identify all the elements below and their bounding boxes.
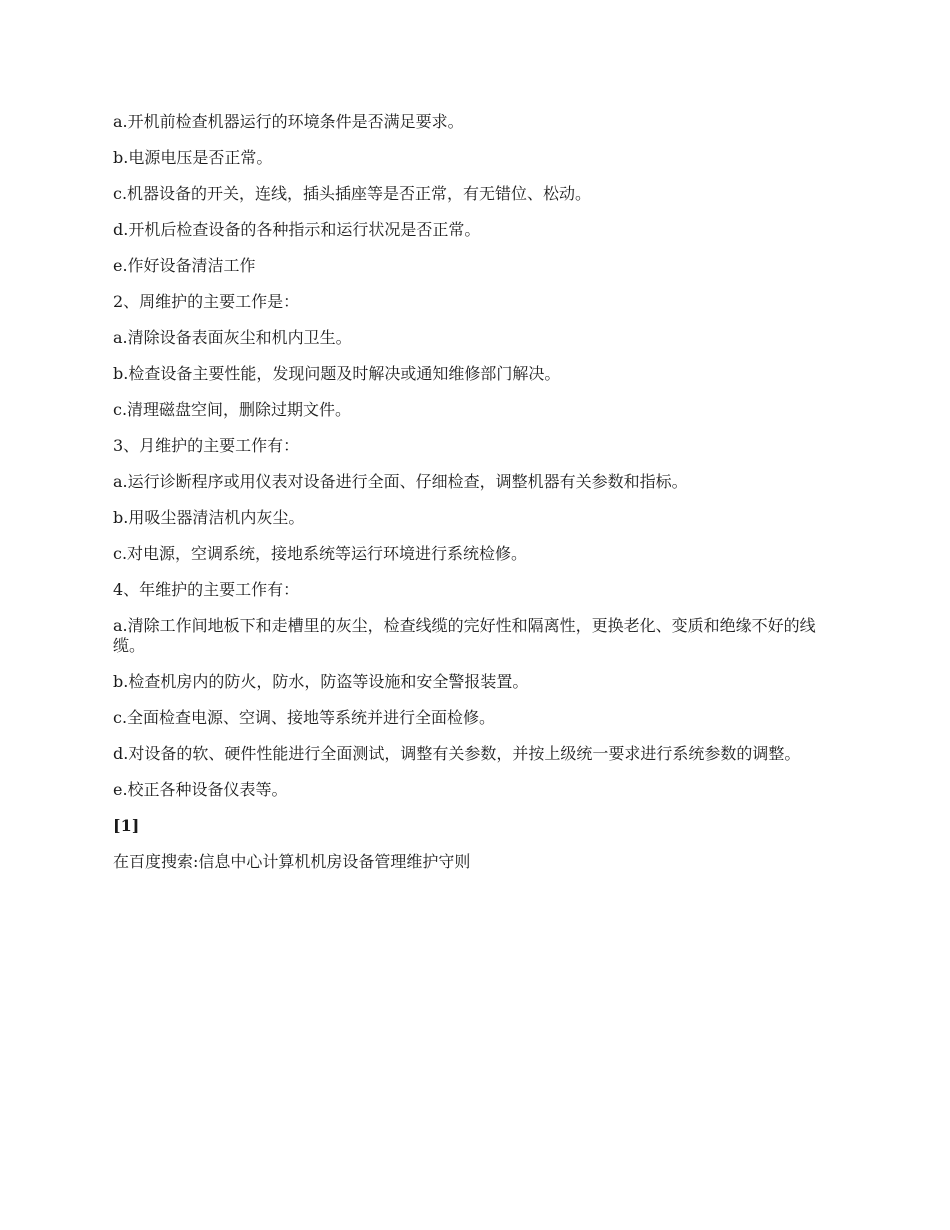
paragraph-yearly-e: e.校正各种设备仪表等。: [113, 780, 288, 799]
paragraph-daily-c: c.机器设备的开关，连线，插头插座等是否正常，有无错位、松动。: [113, 184, 592, 203]
paragraph-yearly-b: b.检查机房内的防火，防水，防盗等设施和安全警报装置。: [113, 672, 529, 691]
paragraph-yearly-d: d.对设备的软、硬件性能进行全面测试，调整有关参数，并按上级统一要求进行系统参数的调整。: [113, 744, 801, 763]
document-body: [113, 112, 838, 888]
paragraph-daily-a: a.开机前检查机器运行的环境条件是否满足要求。: [113, 112, 464, 131]
heading-monthly-maintenance: 3、月维护的主要工作有：: [113, 436, 300, 455]
paragraph-yearly-c: c.全面检查电源、空调、接地等系统并进行全面检修。: [113, 708, 496, 727]
paragraph-daily-b: b.电源电压是否正常。: [113, 148, 273, 167]
paragraph-daily-e: e.作好设备清洁工作: [113, 256, 256, 275]
paragraph-monthly-b: b.用吸尘器清洁机内灰尘。: [113, 508, 305, 527]
paragraph-yearly-a: a.清除工作间地板下和走槽里的灰尘，检查线缆的完好性和隔离性，更换老化、变质和绝缘不好的线缆。: [113, 616, 816, 655]
paragraph-monthly-a: a.运行诊断程序或用仪表对设备进行全面、仔细检查，调整机器有关参数和指标。: [113, 472, 688, 491]
heading-yearly-maintenance: 4、年维护的主要工作有：: [113, 580, 300, 599]
search-note: 在百度搜索:信息中心计算机机房设备管理维护守则: [113, 852, 471, 871]
paragraph-weekly-a: a.清除设备表面灰尘和机内卫生。: [113, 328, 352, 347]
paragraph-daily-d: d.开机后检查设备的各种指示和运行状况是否正常。: [113, 220, 481, 239]
heading-weekly-maintenance: 2、周维护的主要工作是：: [113, 292, 300, 311]
paragraph-weekly-c: c.清理磁盘空间，删除过期文件。: [113, 400, 352, 419]
paragraph-monthly-c: c.对电源，空调系统，接地系统等运行环境进行系统检修。: [113, 544, 528, 563]
reference-marker: [1]: [113, 816, 140, 835]
paragraph-weekly-b: b.检查设备主要性能，发现问题及时解决或通知维修部门解决。: [113, 364, 561, 383]
